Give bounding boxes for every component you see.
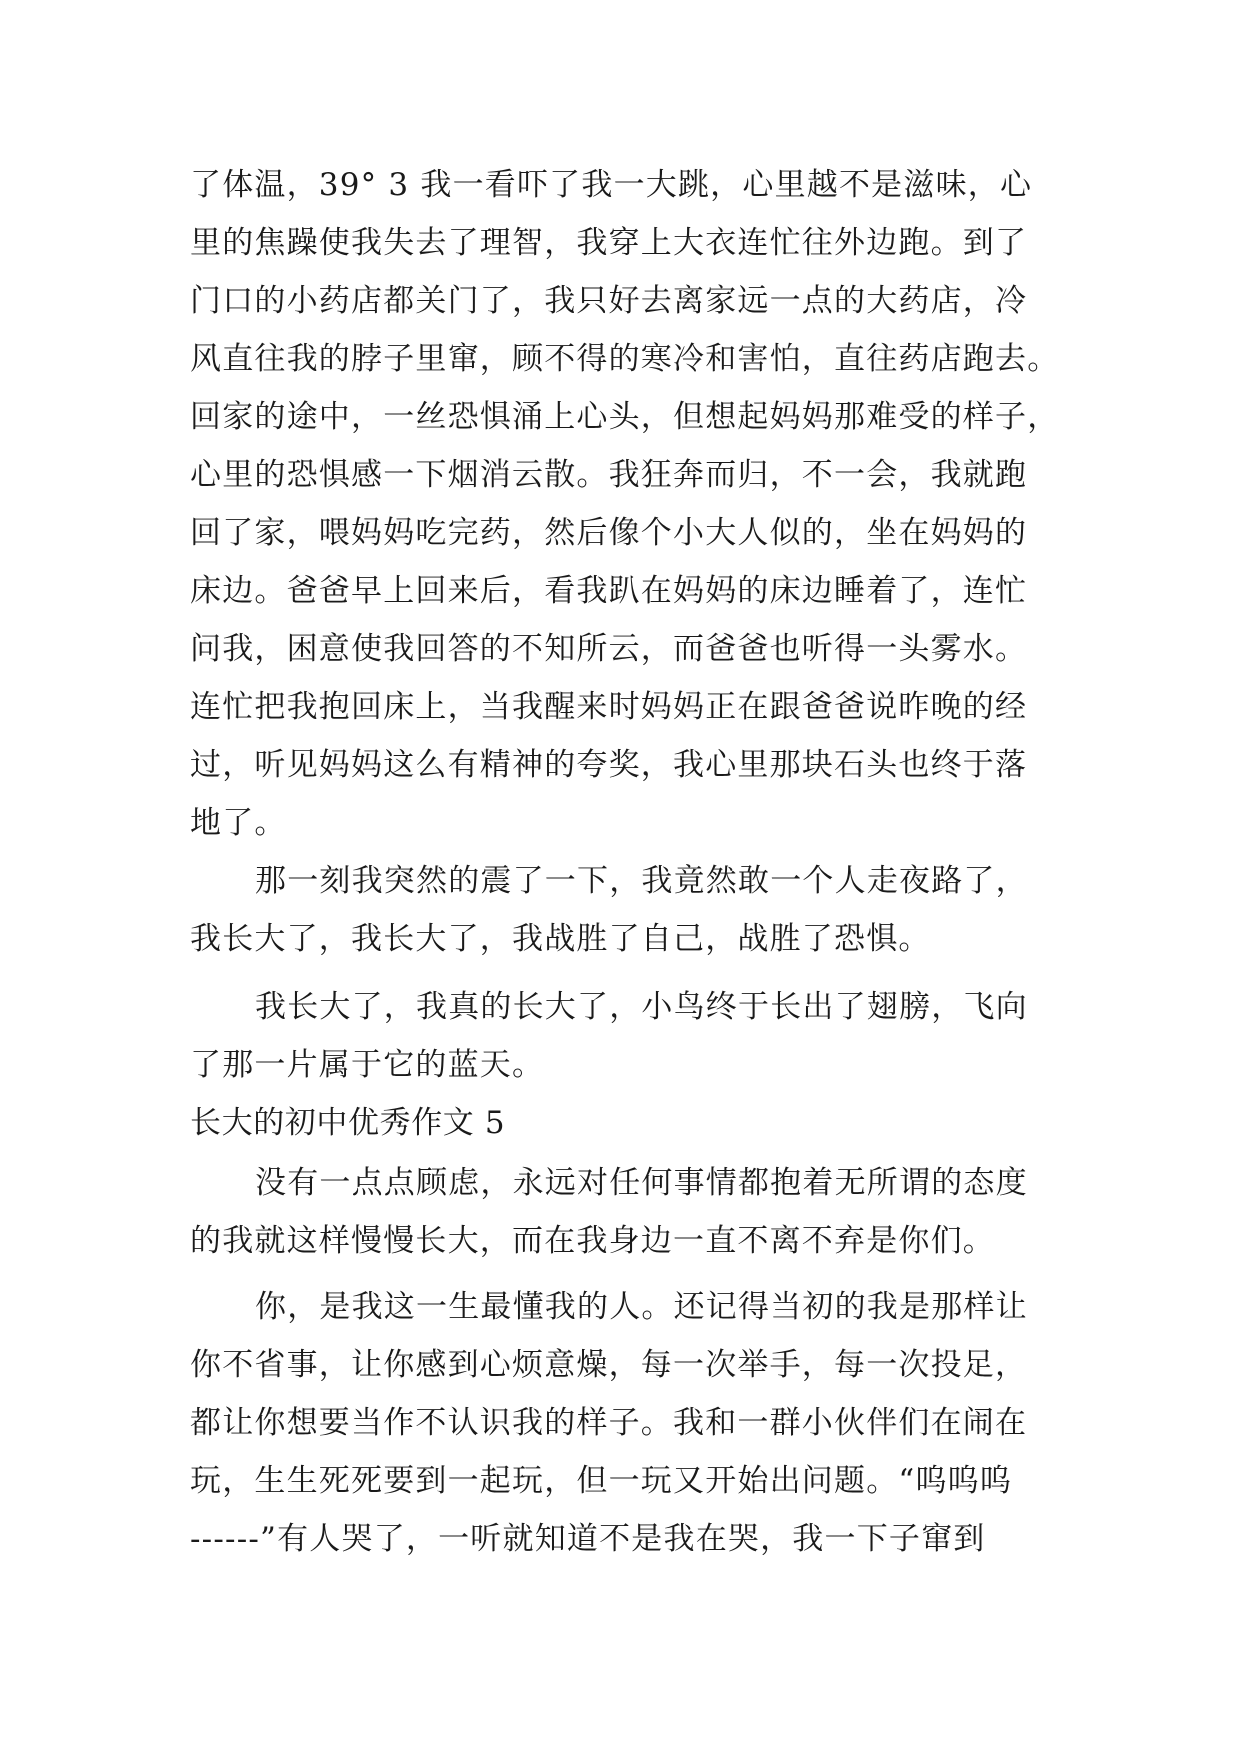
text-line: 问我，困意使我回答的不知所云，而爸爸也听得一头雾水。	[190, 631, 1028, 667]
text-line: 玩，生生死死要到一起玩，但一玩又开始出问题。“呜呜呜	[190, 1463, 1013, 1499]
text-line: 地了。	[190, 805, 287, 841]
text-line: 你不省事，让你感到心烦意燥，每一次举手，每一次投足，	[190, 1347, 1028, 1383]
text-line: 床边。爸爸早上回来后，看我趴在妈妈的床边睡着了，连忙	[190, 573, 1028, 609]
text-line: ------”有人哭了，一听就知道不是我在哭，我一下子窜到	[190, 1521, 986, 1557]
section-heading: 长大的初中优秀作文 5	[190, 1105, 506, 1141]
paragraph-first-line: 你，是我这一生最懂我的人。还记得当初的我是那样让	[255, 1289, 1028, 1325]
text-line: 都让你想要当作不认识我的样子。我和一群小伙伴们在闹在	[190, 1405, 1028, 1441]
text-line: 回了家，喂妈妈吃完药，然后像个小大人似的，坐在妈妈的	[190, 515, 1028, 551]
text-line: 连忙把我抱回床上，当我醒来时妈妈正在跟爸爸说昨晚的经	[190, 689, 1028, 725]
paragraph-first-line: 我长大了，我真的长大了，小鸟终于长出了翅膀，飞向	[255, 989, 1028, 1025]
text-line: 的我就这样慢慢长大，而在我身边一直不离不弃是你们。	[190, 1223, 995, 1259]
paragraph-first-line: 没有一点点顾虑，永远对任何事情都抱着无所谓的态度	[255, 1165, 1028, 1201]
text-line: 门口的小药店都关门了，我只好去离家远一点的大药店，冷	[190, 283, 1028, 319]
text-line: 里的焦躁使我失去了理智，我穿上大衣连忙往外边跑。到了	[190, 225, 1028, 261]
text-line: 了体温，39° 3 我一看吓了我一大跳，心里越不是滋味，心	[190, 167, 1033, 203]
text-line: 风直往我的脖子里窜，顾不得的寒冷和害怕，直往药店跑去。	[190, 341, 1060, 377]
text-line: 了那一片属于它的蓝天。	[190, 1047, 545, 1083]
text-line: 过，听见妈妈这么有精神的夸奖，我心里那块石头也终于落	[190, 747, 1028, 783]
paragraph-first-line: 那一刻我突然的震了一下，我竟然敢一个人走夜路了，	[255, 863, 1028, 899]
text-line: 我长大了，我长大了，我战胜了自己，战胜了恐惧。	[190, 921, 931, 957]
text-line: 心里的恐惧感一下烟消云散。我狂奔而归，不一会，我就跑	[190, 457, 1028, 493]
text-line: 回家的途中，一丝恐惧涌上心头，但想起妈妈那难受的样子，	[190, 399, 1060, 435]
